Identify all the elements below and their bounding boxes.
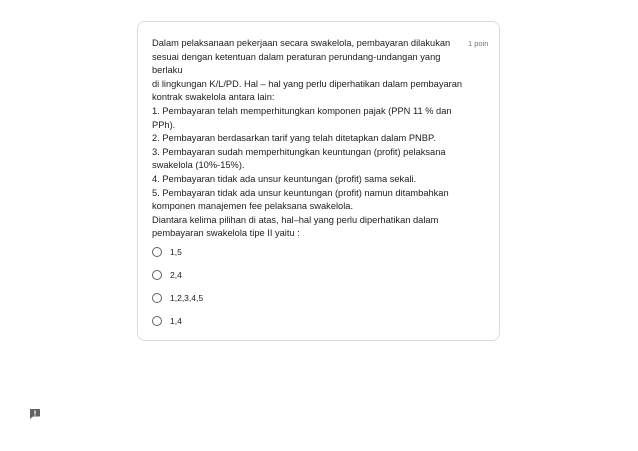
question-text: Dalam pelaksanaan pekerjaan secara swakelola, pembayaran dilakukan sesuai dengan ketentuan dalam peraturan perundang-undangan yang berlaku di lingkungan K/L/PD. Hal – hal yang perlu diperhatikan dalam pembayaran kontrak swakelola antara lain: 1. Pembayaran telah memperhitungkan komponen pajak (PPN 11 % dan PPh). 2. Pembayaran berdasarkan tarif yang telah ditetapkan dalam PNBP. 3. Pembayaran sudah memperhitungkan keuntungan (profit) pelaksana swakelola (10%-15%). 4. Pembayaran tidak ada unsur keuntungan (profit) sama sekali. 5. Pembayaran tidak ada unsur keuntungan (profit) namun ditambahkan komponen manajemen fee pelaksana swakelola. Diantara kelima pilihan di atas, hal–hal yang perlu diperhatikan dalam pembayaran swakelola tipe II yaitu : (152, 38, 463, 239)
radio-button[interactable] (152, 270, 162, 280)
option-2[interactable] (152, 263, 203, 286)
option-label: 2,4 (170, 269, 182, 280)
radio-button[interactable] (152, 293, 162, 303)
answer-options (152, 240, 203, 332)
option-3[interactable] (152, 286, 203, 309)
option-1[interactable] (152, 240, 203, 263)
option-label: 1,4 (170, 315, 182, 326)
report-problem-icon[interactable] (29, 407, 41, 419)
option-label: 1,2,3,4,5 (170, 292, 204, 303)
radio-button[interactable] (152, 247, 162, 257)
radio-button[interactable] (152, 316, 162, 326)
question-card (137, 21, 500, 341)
option-label: 1,5 (170, 246, 182, 257)
report-problem-icon-graphic (29, 408, 41, 420)
points-label: 1 poin (468, 39, 489, 48)
option-4[interactable] (152, 309, 203, 332)
